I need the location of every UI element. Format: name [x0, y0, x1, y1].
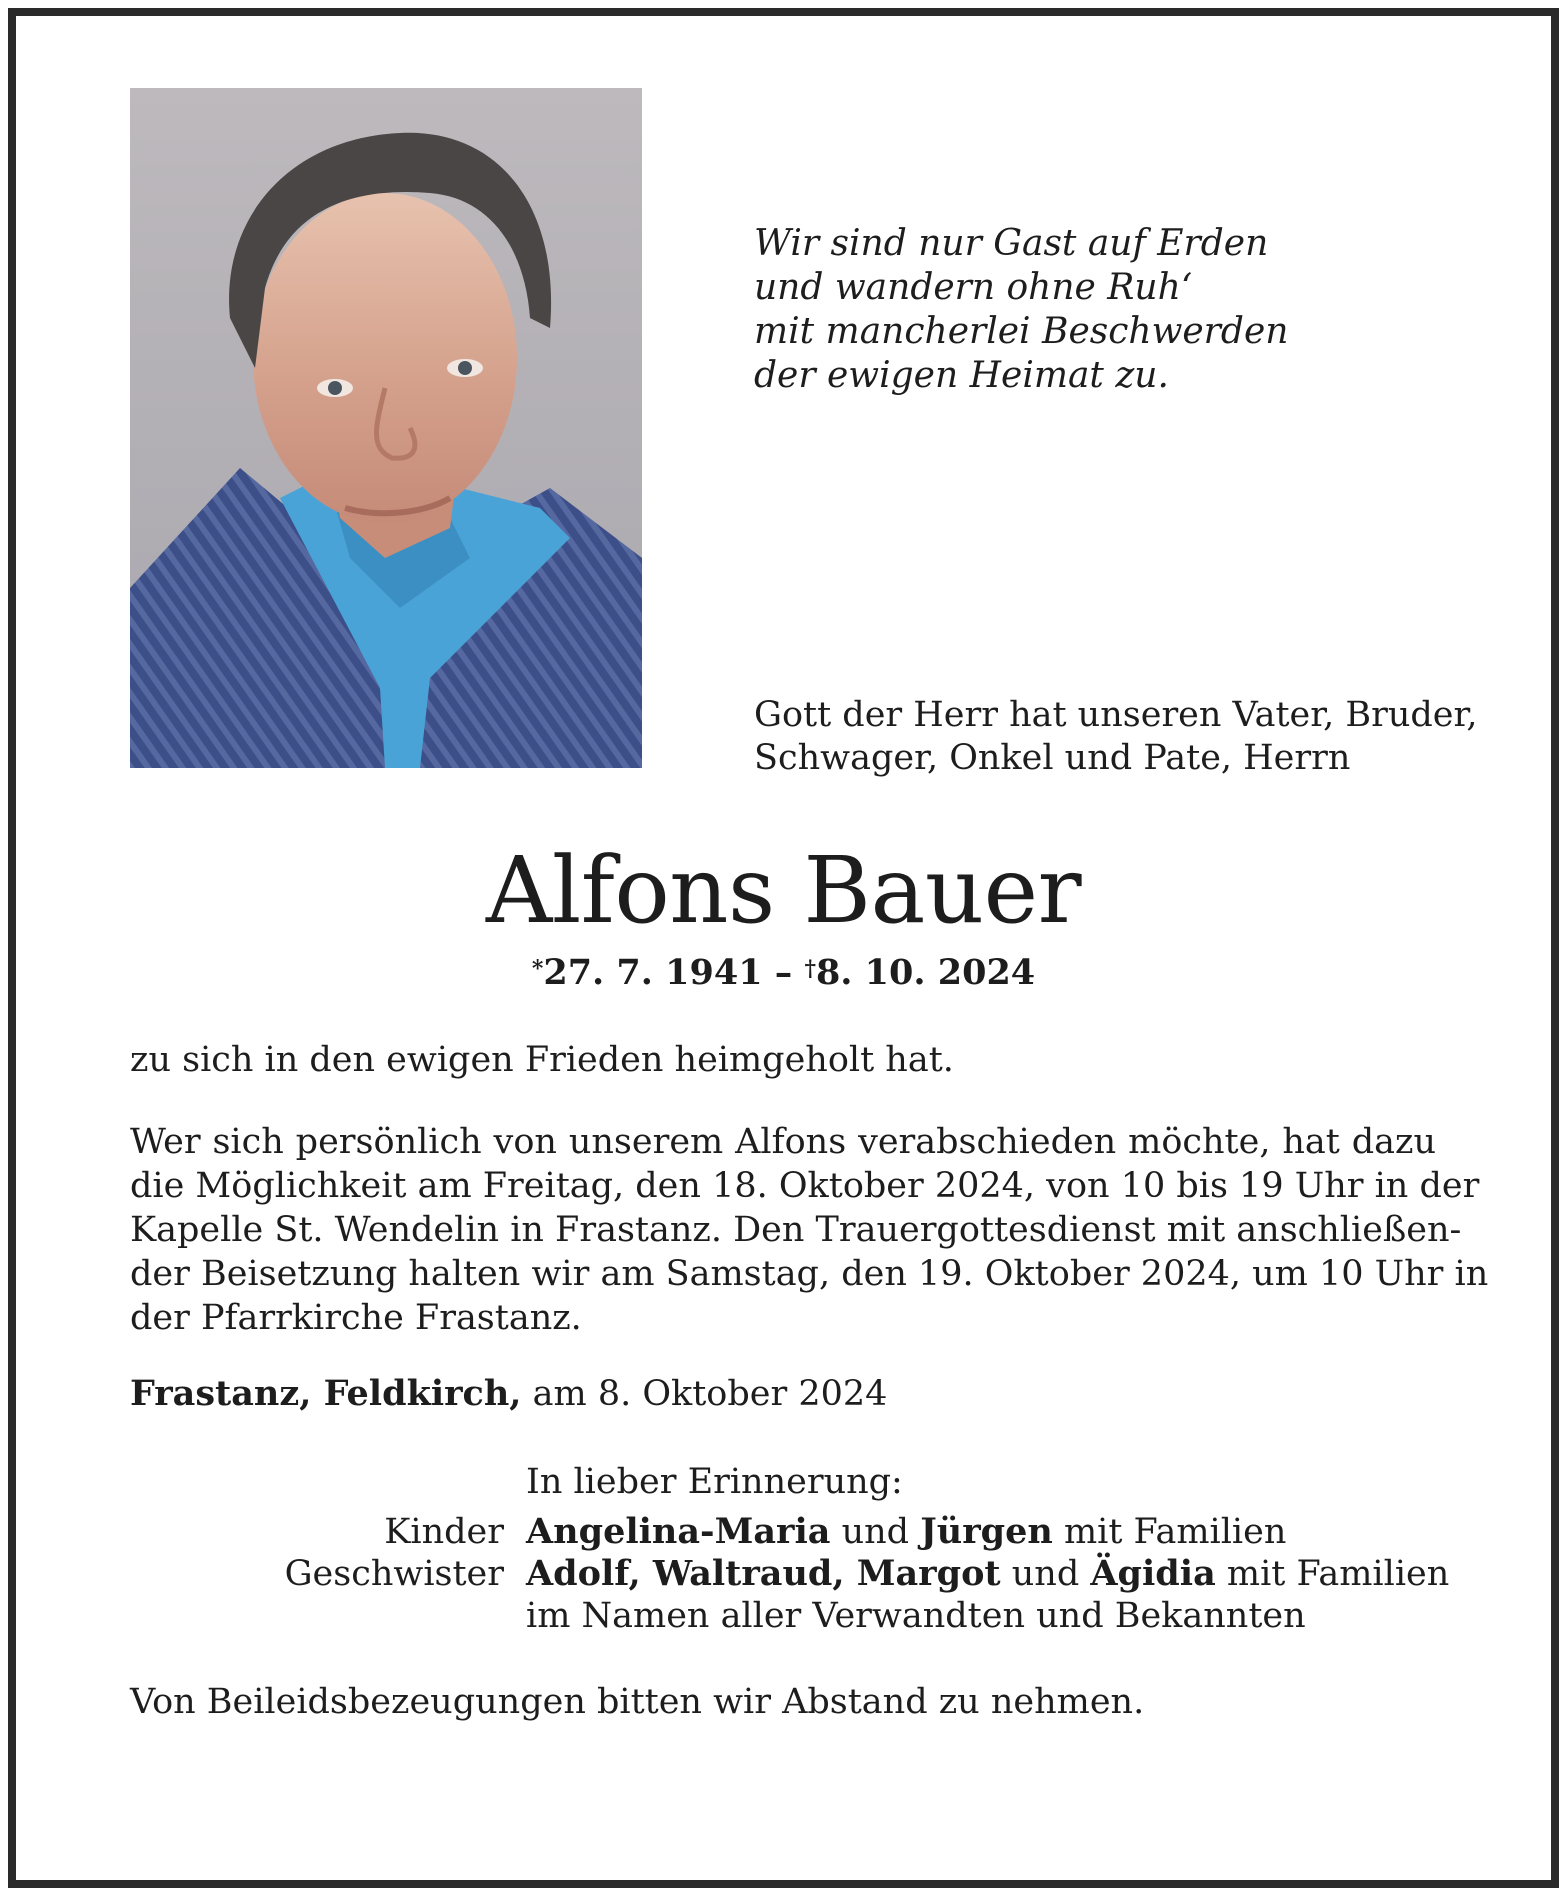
mourners-heading: In lieber Erinnerung:: [526, 1462, 903, 1502]
verse-line: und wandern ohne Ruh‘: [754, 267, 1193, 308]
children-names: [526, 1510, 1286, 1554]
farewell-line: Wer sich persönlich von unserem Alfons verabschieden möchte, hat dazu: [130, 1122, 1436, 1162]
conjunction: und: [841, 1512, 910, 1552]
farewell-details: [130, 1120, 1489, 1340]
child-name: Angelina-Maria: [526, 1511, 831, 1552]
sibling-names: Adolf, Waltraud, Margot: [526, 1553, 1001, 1594]
child-name: Jürgen: [920, 1511, 1053, 1552]
intro-line: Gott der Herr hat unseren Vater, Bruder,: [754, 695, 1478, 735]
sibling-name: Ägidia: [1090, 1553, 1216, 1594]
deceased-name: Alfons Bauer: [485, 837, 1082, 944]
verse-line: der ewigen Heimat zu.: [754, 355, 1169, 396]
death-date: 8. 10. 2024: [815, 952, 1036, 993]
birth-date: 27. 7. 1941: [543, 952, 763, 993]
death-symbol: †: [804, 956, 816, 982]
siblings-names: [526, 1552, 1449, 1596]
family-suffix: mit Familien: [1063, 1512, 1287, 1552]
farewell-line: der Pfarrkirche Frastanz.: [130, 1298, 582, 1338]
farewell-line: die Möglichkeit am Freitag, den 18. Oktober 2024, von 10 bis 19 Uhr in der: [130, 1166, 1480, 1206]
farewell-line: Kapelle St. Wendelin in Frastanz. Den Trauergottesdienst mit anschließen-: [130, 1210, 1462, 1250]
place-name: Frastanz, Feldkirch,: [130, 1373, 522, 1414]
conjunction: und: [1011, 1554, 1080, 1594]
farewell-line: der Beisetzung halten wir am Samstag, den 19. Oktober 2024, um 10 Uhr in: [130, 1254, 1489, 1294]
place-date: [130, 1372, 887, 1416]
announcement-date: am 8. Oktober 2024: [532, 1374, 888, 1414]
birth-symbol: *: [531, 956, 544, 982]
children-label: Kinder: [384, 1512, 504, 1552]
siblings-label: Geschwister: [284, 1554, 504, 1594]
relatives-line: im Namen aller Verwandten und Bekannten: [526, 1596, 1306, 1636]
verse-line: Wir sind nur Gast auf Erden: [754, 223, 1269, 264]
condolence-note: Von Beileidsbezeugungen bitten wir Abstand zu nehmen.: [130, 1682, 1145, 1722]
life-dates: [0, 950, 1567, 996]
verse-line: mit mancherlei Beschwerden: [754, 311, 1289, 352]
portrait-photo: [130, 88, 642, 768]
date-separator: –: [762, 952, 805, 993]
announcement-intro: [754, 694, 1514, 780]
intro-line: Schwager, Onkel und Pate, Herrn: [754, 738, 1351, 778]
memorial-verse: [754, 222, 1314, 398]
family-suffix: mit Familien: [1226, 1554, 1450, 1594]
announcement-continuation: zu sich in den ewigen Frieden heimgeholt hat.: [130, 1040, 954, 1080]
